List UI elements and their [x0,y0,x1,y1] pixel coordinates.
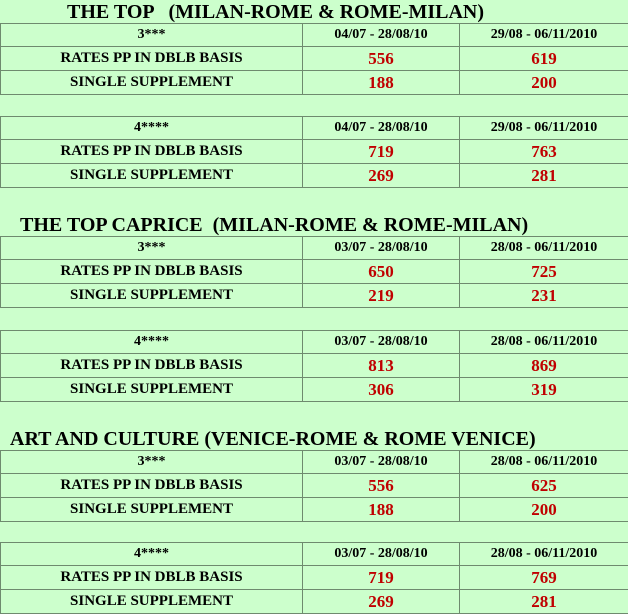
period-1-cell: 03/07 - 28/08/10 [303,237,460,260]
table-row [1,498,628,522]
period-2-cell: 29/08 - 06/11/2010 [460,24,628,47]
price-cell: 763 [460,140,628,164]
price-cell: 869 [460,354,628,378]
table-row [1,140,628,164]
row-label: RATES PP IN DBLB BASIS [1,354,303,378]
rate-table-art-culture-3-star [0,450,628,522]
price-cell: 769 [460,566,628,590]
hotel-category-cell: 4**** [1,331,303,354]
table-row [1,474,628,498]
period-1-cell: 03/07 - 28/08/10 [303,331,460,354]
period-2-cell: 29/08 - 06/11/2010 [460,117,628,140]
row-label: SINGLE SUPPLEMENT [1,164,303,188]
price-cell: 188 [303,71,460,95]
table-header-row [1,543,628,566]
price-cell: 725 [460,260,628,284]
row-label: SINGLE SUPPLEMENT [1,378,303,402]
price-cell: 269 [303,590,460,614]
hotel-category-cell: 4**** [1,117,303,140]
table-header-row [1,117,628,140]
row-label: RATES PP IN DBLB BASIS [1,140,303,164]
row-label: SINGLE SUPPLEMENT [1,498,303,522]
price-cell: 200 [460,71,628,95]
price-cell: 619 [460,47,628,71]
row-label: SINGLE SUPPLEMENT [1,284,303,308]
table-header-row [1,237,628,260]
period-2-cell: 28/08 - 06/11/2010 [460,543,628,566]
price-cell: 281 [460,590,628,614]
section-title-the-top: THE TOP (MILAN-ROME & ROME-MILAN) [67,1,484,23]
price-cell: 306 [303,378,460,402]
table-row [1,566,628,590]
section-title-the-top-caprice: THE TOP CAPRICE (MILAN-ROME & ROME-MILAN) [20,214,528,236]
rate-table-art-culture-4-star [0,542,628,614]
section-title-art-and-culture: ART AND CULTURE (VENICE-ROME & ROME VENICE) [10,428,536,450]
period-2-cell: 28/08 - 06/11/2010 [460,237,628,260]
price-cell: 625 [460,474,628,498]
price-cell: 719 [303,566,460,590]
rate-table-the-top-4-star [0,116,628,188]
table-row [1,354,628,378]
period-2-cell: 28/08 - 06/11/2010 [460,451,628,474]
price-cell: 281 [460,164,628,188]
row-label: RATES PP IN DBLB BASIS [1,260,303,284]
table-row [1,47,628,71]
row-label: RATES PP IN DBLB BASIS [1,566,303,590]
price-cell: 219 [303,284,460,308]
table-header-row [1,451,628,474]
price-cell: 556 [303,47,460,71]
price-cell: 200 [460,498,628,522]
period-2-cell: 28/08 - 06/11/2010 [460,331,628,354]
table-row [1,71,628,95]
price-cell: 719 [303,140,460,164]
price-cell: 188 [303,498,460,522]
table-header-row [1,331,628,354]
price-cell: 319 [460,378,628,402]
rate-table-caprice-3-star [0,236,628,308]
row-label: RATES PP IN DBLB BASIS [1,47,303,71]
hotel-category-cell: 3*** [1,237,303,260]
period-1-cell: 04/07 - 28/08/10 [303,24,460,47]
table-row [1,260,628,284]
table-row [1,284,628,308]
price-cell: 650 [303,260,460,284]
price-cell: 231 [460,284,628,308]
period-1-cell: 04/07 - 28/08/10 [303,117,460,140]
row-label: SINGLE SUPPLEMENT [1,71,303,95]
period-1-cell: 03/07 - 28/08/10 [303,543,460,566]
hotel-category-cell: 3*** [1,451,303,474]
rate-table-the-top-3-star [0,23,628,95]
table-row [1,590,628,614]
table-row [1,378,628,402]
table-header-row [1,24,628,47]
price-cell: 813 [303,354,460,378]
hotel-category-cell: 4**** [1,543,303,566]
price-cell: 556 [303,474,460,498]
period-1-cell: 03/07 - 28/08/10 [303,451,460,474]
price-cell: 269 [303,164,460,188]
row-label: SINGLE SUPPLEMENT [1,590,303,614]
table-row [1,164,628,188]
row-label: RATES PP IN DBLB BASIS [1,474,303,498]
hotel-category-cell: 3*** [1,24,303,47]
rate-table-caprice-4-star [0,330,628,402]
